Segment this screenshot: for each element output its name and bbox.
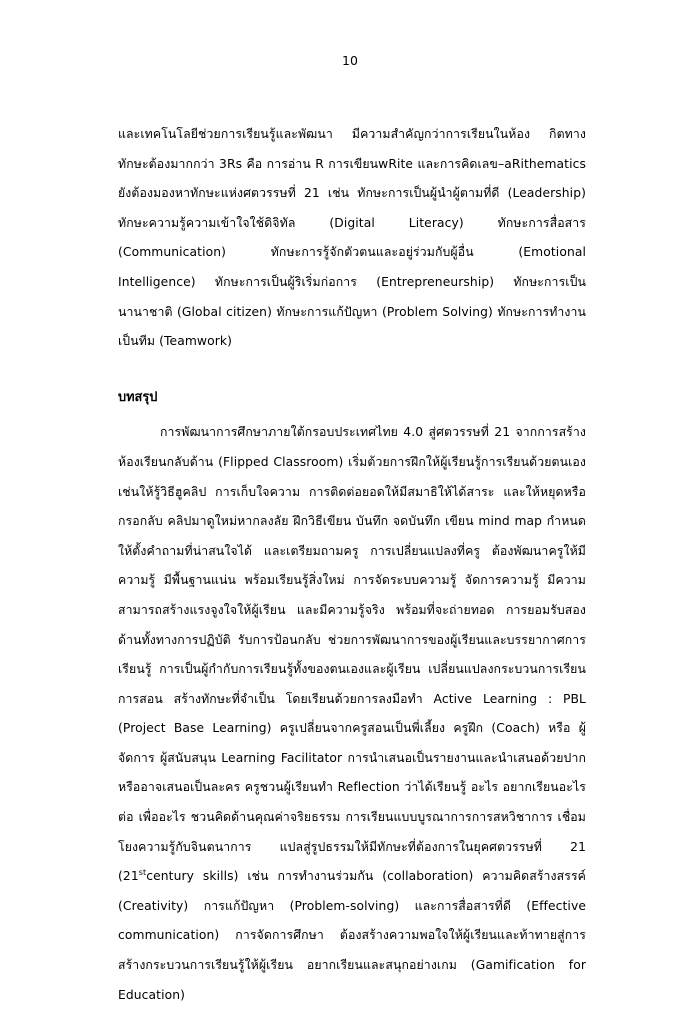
page-number: 10 (342, 53, 358, 68)
page-content (118, 120, 586, 1010)
paragraph-conclusion-part1: การพัฒนาการศึกษาภายใต้กรอบประเทศไทย 4.0 สู่ศตวรรษที่ 21 จากการสร้างห้องเรียนกลับด้าน (Flipped Classroom) เริ่มต้วยการฝึกให้ผู้เรียนรู้การเรียนด้วยตนเองเช่นให้รู้วิธีฮูคลิป การเก็บใจความ การติดต่อยอดให้มีสมาธิให้ได้สาระ และให้หยุดหรือกรอกลับ คลิปมาดูใหม่หากลงลัย ฝึกวิธีเขียน บันทึก จดบันทึก เขียน mind map กำหนดให้ตั้งคำถามที่น่าสนใจได้ และเตรียมถามครู การเปลี่ยนแปลงที่ครู ต้องพัฒนาครูให้มีความรู้ มีพื้นฐานแน่น พร้อมเรียนรู้สิ่งใหม่ การจัดระบบความรู้ จัดการความรู้ มีความสามารถสร้างแรงจูงใจให้ผู้เรียน และมีความรู้จริง พร้อมที่จะถ่ายทอด การยอมรับสองด้านทั้งทางการปฏิบัติ รับการป้อนกลับ ช่วยการพัฒนาการของผู้เรียนและบรรยากาศการเรียนรู้ การเป็นผู้กำกับการเรียนรู้ทั้งของตนเองและผู้เรียน เปลี่ยนแปลงกระบวนการเรียนการสอน สร้างทักษะที่จำเป็น โดยเรียนด้วยการลงมือทำ Active Learning : PBL (Project Base Learning) ครูเปลี่ยนจากครูสอนเป็นพี่เลี้ยง ครูฝึก (Coach) หรือ ผู้จัดการ ผู้สนับสนุน Learning Facilitator การนำเสนอเป็นรายงานและนำเสนอด้วยปาก หรืออาจเสนอเป็นละคร ครูชวนผู้เรียนทำ Reflection ว่าได้เรียนรู้ อะไร อยากเรียนอะไรต่อ เพื่ออะไร ชวนคิดด้านคุณค่าจริยธรรม การเรียนแบบบูรณาการการสหวิชาการ เชื่อมโยงความรู้กับจินตนาการ แปลสู่รูปธรรมให้มีทักษะที่ต้องการในยุคศตวรรษที่ 21 (21 (118, 425, 586, 884)
section-heading-conclusion: บทสรุป (118, 389, 158, 405)
paragraph-conclusion (118, 418, 586, 1010)
superscript-st: st (138, 868, 147, 878)
paragraph-conclusion-part2: century skills) เช่น การทำงานร่วมกัน (collaboration) ความคิดสร้างสรรค์ (Creativity) การแก้ปัญหา (Problem-solving) และการสื่อสารที่ดี (Effective communication) การจัดการศึกษา ต้องสร้างความพอใจให้ผู้เรียนและท้าทายสู่การสร้างกระบวนการเรียนรู้ให้ผู้เรียน อยากเรียนและสนุกอย่างเกม (Gamification for Education) (118, 869, 586, 1002)
paragraph-continuation: และเทคโนโลยีช่วยการเรียนรู้และพัฒนา มีความสำคัญกว่าการเรียนในห้อง กิตทางทักษะต้องมากกว่า 3Rs คือ การอ่าน R การเขียนwRite และการคิดเลข–aRithematics ยังต้องมองหาทักษะแห่งศตวรรษที่ 21 เช่น ทักษะการเป็นผู้นำผู้ตามที่ดี (Leadership) ทักษะความรู้ความเข้าใจใช้ดิจิทัล (Digital Literacy) ทักษะการสื่อสาร (Communication) ทักษะการรู้จักตัวตนและอยู่ร่วมกับผู้อื่น (Emotional Intelligence) ทักษะการเป็นผู้ริเริ่มก่อการ (Entrepreneurship) ทักษะการเป็นนานาชาติ (Global citizen) ทักษะการแก้ปัญหา (Problem Solving) ทักษะการทำงานเป็นทีม (Teamwork) (118, 127, 586, 349)
